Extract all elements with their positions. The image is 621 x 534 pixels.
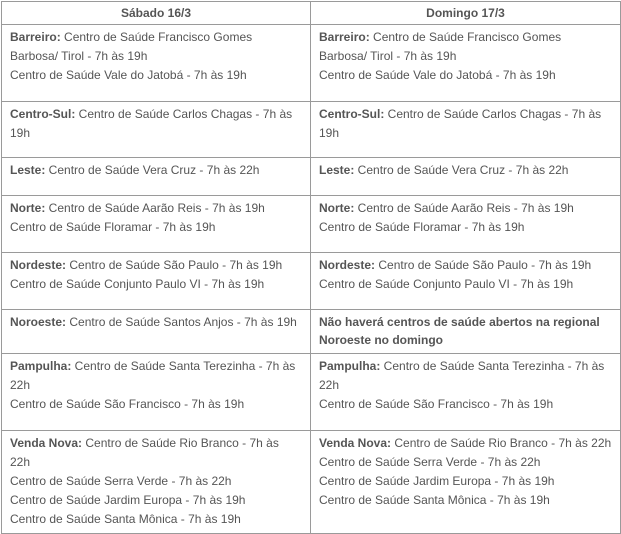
cell-line (319, 256, 612, 275)
table-cell-sunday (311, 253, 621, 310)
region-label: Nordeste: (319, 258, 376, 272)
cell-text: Centro de Saúde Santa Terezinha - 7h às 22h (319, 359, 605, 392)
cell-line: Centro de Saúde Conjunto Paulo VI - 7h às 19h (319, 277, 574, 291)
cell-text: Centro de Saúde Aarão Reis - 7h às 19h (354, 201, 574, 215)
table-cell-sunday (311, 431, 621, 534)
table-cell-sunday (311, 158, 621, 196)
cell-line (10, 199, 302, 218)
cell-text: Centro de Saúde Rio Branco - 7h às 22h (10, 436, 279, 469)
cell-text: Centro de Saúde Santos Anjos - 7h às 19h (66, 315, 297, 329)
region-label: Pampulha: (319, 359, 381, 373)
cell-line (319, 434, 612, 453)
table-cell-saturday (2, 196, 311, 253)
cell-text: Centro de Saúde São Paulo - 7h às 19h (375, 258, 592, 272)
header-saturday: Sábado 16/3 (2, 2, 311, 25)
table-row (2, 25, 621, 102)
region-label: Norte: (10, 201, 46, 215)
table-row (2, 102, 621, 158)
cell-line (10, 357, 302, 395)
cell-line (319, 105, 612, 143)
cell-line (10, 28, 302, 66)
cell-line (10, 313, 302, 331)
table-cell-saturday (2, 253, 311, 310)
table-cell-saturday (2, 354, 311, 431)
cell-line (319, 199, 612, 218)
cell-line: Centro de Saúde Floramar - 7h às 19h (10, 220, 216, 234)
region-label: Leste: (10, 163, 46, 177)
cell-text: Centro de Saúde Carlos Chagas - 7h às 19h (10, 107, 293, 140)
table-cell-sunday (311, 310, 621, 354)
region-label: Noroeste: (10, 315, 67, 329)
table-cell-saturday (2, 102, 311, 158)
cell-text: Centro de Saúde Santa Terezinha - 7h às 22h (10, 359, 296, 392)
region-label: Barreiro: (319, 30, 370, 44)
table-row (2, 158, 621, 196)
cell-line (319, 28, 612, 66)
cell-line: Centro de Saúde Santa Mônica - 7h às 19h (319, 493, 550, 507)
region-label: Leste: (319, 163, 355, 177)
cell-line: Centro de Saúde Santa Mônica - 7h às 19h (10, 512, 241, 526)
region-label: Centro-Sul: (319, 107, 385, 121)
cell-line: Centro de Saúde Jardim Europa - 7h às 19h (319, 474, 555, 488)
cell-line: Centro de Saúde Serra Verde - 7h às 22h (10, 474, 232, 488)
cell-line: Centro de Saúde Vale do Jatobá - 7h às 19h (319, 68, 556, 82)
table-row (2, 196, 621, 253)
region-label: Pampulha: (10, 359, 72, 373)
cell-text: Centro de Saúde Vera Cruz - 7h às 22h (354, 163, 569, 177)
cell-line (10, 256, 302, 275)
cell-line: Centro de Saúde Serra Verde - 7h às 22h (319, 455, 541, 469)
region-label: Venda Nova: (319, 436, 392, 450)
header-sunday: Domingo 17/3 (311, 2, 621, 25)
cell-line (319, 161, 612, 180)
cell-line (10, 434, 302, 472)
table-row (2, 354, 621, 431)
table-cell-saturday (2, 25, 311, 102)
table-row (2, 310, 621, 354)
cell-text: Centro de Saúde Francisco Gomes Barbosa/ Tirol - 7h às 19h (319, 30, 562, 63)
cell-line: Centro de Saúde Jardim Europa - 7h às 19h (10, 493, 246, 507)
cell-line (10, 161, 302, 180)
table-row (2, 431, 621, 534)
cell-line: Centro de Saúde São Francisco - 7h às 19h (10, 397, 245, 411)
closed-notice: Não haverá centros de saúde abertos na regional Noroeste no domingo (319, 315, 600, 347)
cell-line (319, 357, 612, 395)
cell-text: Centro de Saúde Aarão Reis - 7h às 19h (45, 201, 265, 215)
cell-text: Centro de Saúde Rio Branco - 7h às 22h (391, 436, 612, 450)
schedule-table (1, 1, 621, 534)
cell-line (10, 105, 302, 143)
table-cell-saturday (2, 431, 311, 534)
cell-text: Centro de Saúde Vera Cruz - 7h às 22h (45, 163, 260, 177)
region-label: Venda Nova: (10, 436, 83, 450)
table-row (2, 253, 621, 310)
table-cell-sunday (311, 196, 621, 253)
table-cell-sunday (311, 25, 621, 102)
cell-line: Centro de Saúde Conjunto Paulo VI - 7h às 19h (10, 277, 265, 291)
cell-line: Centro de Saúde Floramar - 7h às 19h (319, 220, 525, 234)
cell-line: Centro de Saúde São Francisco - 7h às 19h (319, 397, 554, 411)
cell-text: Centro de Saúde São Paulo - 7h às 19h (66, 258, 283, 272)
cell-text: Centro de Saúde Francisco Gomes Barbosa/ Tirol - 7h às 19h (10, 30, 253, 63)
region-label: Norte: (319, 201, 355, 215)
header-row (2, 2, 621, 25)
table-cell-sunday (311, 102, 621, 158)
region-label: Nordeste: (10, 258, 67, 272)
cell-text: Centro de Saúde Carlos Chagas - 7h às 19h (319, 107, 602, 140)
table-cell-saturday (2, 310, 311, 354)
table-cell-sunday (311, 354, 621, 431)
region-label: Barreiro: (10, 30, 61, 44)
region-label: Centro-Sul: (10, 107, 76, 121)
cell-line: Centro de Saúde Vale do Jatobá - 7h às 19h (10, 68, 247, 82)
table-cell-saturday (2, 158, 311, 196)
